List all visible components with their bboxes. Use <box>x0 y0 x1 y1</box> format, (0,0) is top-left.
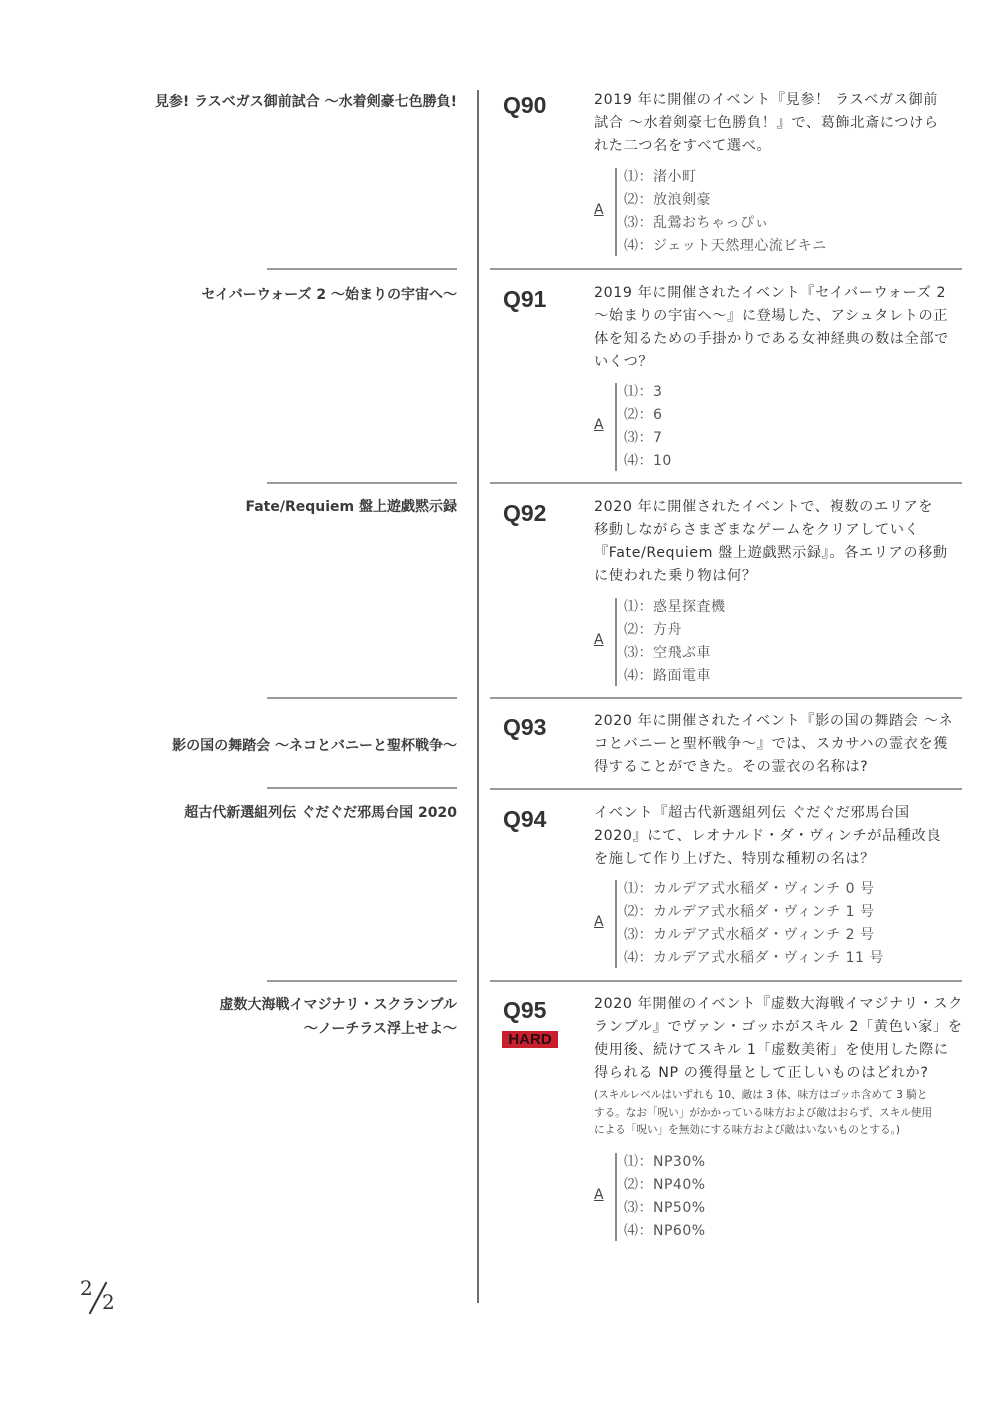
answer-option: ⑵：カルデア式水稲ダ・ヴィンチ 1 号 <box>624 904 875 920</box>
question-line: イベント『超古代新選組列伝 ぐだぐだ邪馬台国 <box>594 805 910 821</box>
left-divider <box>267 697 457 699</box>
answer-option: ⑴：3 <box>624 384 663 400</box>
question-line: 2019 年に開催のイベント『見参！ ラスベガス御前 <box>594 92 939 108</box>
question-line: 2019 年に開催されたイベント『セイバーウォーズ 2 <box>594 285 947 301</box>
column-divider <box>477 90 479 1303</box>
answer-option: ⑴：NP30% <box>624 1154 706 1170</box>
question-text <box>594 802 966 871</box>
right-divider <box>490 980 962 982</box>
answer-option: ⑷：NP60% <box>624 1223 706 1239</box>
answer-option: ⑴：渚小町 <box>624 169 697 185</box>
question-line: れた二つ名をすべて選べ。 <box>594 138 772 154</box>
question-line: 使用後、続けてスキル 1「虚数美術」を使用した際に <box>594 1042 949 1058</box>
note-line: する。なお「呪い」がかかっている味方および敵はおらず、スキル使用 <box>594 1106 933 1119</box>
question-line: いくつ？ <box>594 354 654 370</box>
answer-label: A <box>594 1187 604 1203</box>
answer-option: ⑴：惑星探査機 <box>624 599 726 615</box>
question-number: Q94 <box>503 806 547 832</box>
question-line: 得られる NP の獲得量として正しいものはどれか? <box>594 1065 929 1081</box>
left-divider <box>267 482 457 484</box>
event-title-line: 虚数大海戦イマジナリ・スクランブル <box>219 997 457 1013</box>
question-line: 得することができた。その霊衣の名称は? <box>594 759 869 775</box>
question-text <box>594 710 966 779</box>
question-line: 試合 ～水着剣豪七色勝負！』で、葛飾北斎につけら <box>594 115 939 131</box>
answer-label: A <box>594 417 604 433</box>
page-total: 2 <box>102 1290 115 1314</box>
question-line: コとバニーと聖杯戦争～』では、スカサハの霊衣を獲 <box>594 736 949 752</box>
question-text <box>594 282 966 374</box>
event-title: 超古代新選組列伝 ぐだぐだ邪馬台国 2020 <box>184 805 457 821</box>
answer-option: ⑵：方舟 <box>624 622 682 638</box>
answer-label: A <box>594 202 604 218</box>
note-line: による「呪い」を無効にする味方および敵はいないものとする。) <box>594 1124 901 1136</box>
question-line: に使われた乗り物は何？ <box>594 568 757 584</box>
answer-option: ⑷：ジェット天然理心流ビキニ <box>624 238 827 254</box>
event-title <box>220 993 457 1041</box>
question-line: 2020』にて、レオナルド・ダ・ヴィンチが品種改良 <box>594 828 942 844</box>
question-line: 『Fate/Requiem 盤上遊戯黙示録』。各エリアの移動 <box>594 545 948 561</box>
answer-option: ⑷：カルデア式水稲ダ・ヴィンチ 11 号 <box>624 950 884 966</box>
note-line: (スキルレベルはいずれも 10、敵は 3 体、味方はゴッホ含めて 3 騎と <box>594 1089 928 1101</box>
question-line: を施して作り上げた、特別な種籾の名は？ <box>594 851 875 867</box>
right-divider <box>490 788 962 790</box>
question-line: 2020 年開催のイベント『虚数大海戦イマジナリ・スク <box>594 996 963 1012</box>
question-line: ～始まりの宇宙へ～』に登場した、アシュタレトの正 <box>594 308 949 324</box>
answer-option: ⑵：6 <box>624 407 663 423</box>
right-divider <box>490 482 962 484</box>
answer-option: ⑶：カルデア式水稲ダ・ヴィンチ 2 号 <box>624 927 875 943</box>
answer-option: ⑵：放浪剣豪 <box>624 192 711 208</box>
answer-option: ⑷：10 <box>624 453 672 469</box>
answer-option: ⑶：7 <box>624 430 663 446</box>
event-title: Fate/Requiem 盤上遊戯黙示録 <box>245 499 457 515</box>
question-line: 2020 年に開催されたイベントで、複数のエリアを <box>594 499 934 515</box>
right-divider <box>490 268 962 270</box>
answer-bracket <box>615 880 617 968</box>
answer-option: ⑷：路面電車 <box>624 668 711 684</box>
answer-label: A <box>594 632 604 648</box>
answer-option: ⑶：乱鶯おちゃっぴぃ <box>624 215 769 231</box>
question-number: Q92 <box>503 500 547 526</box>
question-number: Q95 <box>503 997 547 1023</box>
question-note <box>594 1087 966 1140</box>
event-title: 影の国の舞踏会 ～ネコとバニーと聖杯戦争～ <box>172 738 457 754</box>
question-line: 移動しながらさまざまなゲームをクリアしていく <box>594 522 920 538</box>
question-number: Q91 <box>503 286 547 312</box>
question-line: 2020 年に開催されたイベント『影の国の舞踏会 ～ネ <box>594 713 954 729</box>
question-number: Q90 <box>503 92 547 118</box>
difficulty-badge: HARD <box>502 1031 558 1048</box>
question-text <box>594 496 966 588</box>
question-line: 体を知るための手掛かりである女神経典の数は全部で <box>594 331 949 347</box>
answer-bracket <box>615 383 617 471</box>
question-text <box>594 993 966 1085</box>
answer-option: ⑴：カルデア式水稲ダ・ヴィンチ 0 号 <box>624 881 875 897</box>
question-number: Q93 <box>503 714 547 740</box>
question-line: ランブル』でヴァン・ゴッホがスキル 2「黄色い家」を <box>594 1019 963 1035</box>
left-divider <box>267 980 457 982</box>
answer-bracket <box>615 598 617 686</box>
left-divider <box>267 787 457 789</box>
answer-option: ⑵：NP40% <box>624 1177 706 1193</box>
event-title: セイバーウォーズ 2 ～始まりの宇宙へ～ <box>201 287 457 303</box>
page-current: 2 <box>80 1276 93 1300</box>
right-divider <box>490 697 962 699</box>
answer-bracket <box>615 168 617 256</box>
event-title-line: ～ノーチラス浮上せよ～ <box>303 1021 457 1037</box>
answer-label: A <box>594 914 604 930</box>
event-title: 見参! ラスベガス御前試合 ～水着剣豪七色勝負! <box>154 94 457 110</box>
question-text <box>594 89 966 158</box>
answer-bracket <box>615 1153 617 1241</box>
answer-option: ⑶：NP50% <box>624 1200 706 1216</box>
answer-option: ⑶：空飛ぶ車 <box>624 645 711 661</box>
left-divider <box>267 268 457 270</box>
